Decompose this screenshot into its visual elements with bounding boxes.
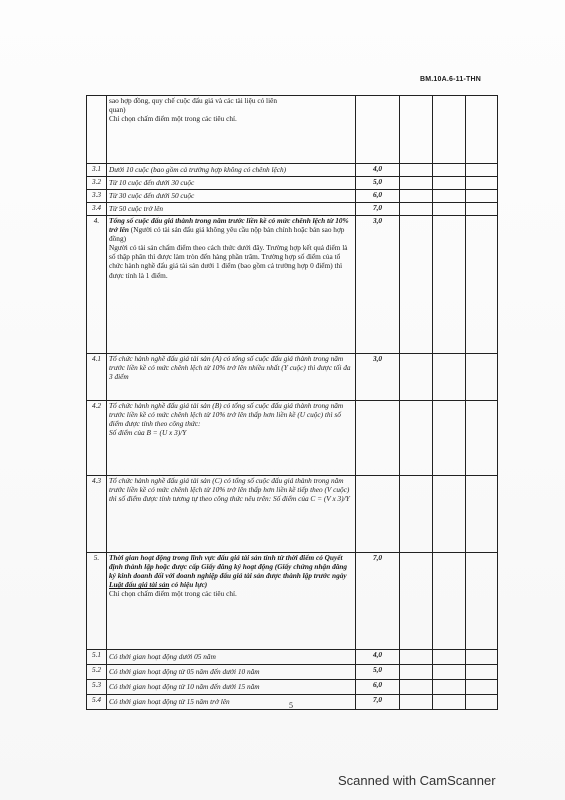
table-row (87, 680, 498, 695)
continued-text: quan) (109, 105, 126, 115)
score-column-cell (466, 680, 498, 695)
score-column-cell (433, 553, 466, 650)
table-row (87, 665, 498, 680)
row-number: 5.2 (87, 665, 107, 680)
criterion-description (107, 401, 356, 476)
max-score: 6,0 (356, 680, 400, 695)
score-column-cell (400, 553, 433, 650)
table-row (87, 216, 498, 354)
score-column-cell (433, 695, 466, 710)
criterion-description (107, 216, 356, 354)
criterion-description: Từ 10 cuộc đến dưới 30 cuộc (107, 177, 356, 190)
row-number: 3.4 (87, 203, 107, 216)
row-number: 4.2 (87, 401, 107, 476)
score-column-cell (400, 650, 433, 665)
table-row (87, 164, 498, 177)
criterion-description: Tổ chức hành nghề đấu giá tài sản (C) có tổng số cuộc đấu giá thành trong năm trước liền kề có mức chênh lệch từ 10% trở lên thấp hơn liền kề tiếp theo (V cuộc) thì số điểm được tính tương tự theo công thức nêu trên: Số điểm của C = (V x 3)/Y (107, 476, 356, 553)
criterion-description: Dưới 10 cuộc (bao gồm cả trường hợp không có chênh lệch) (107, 164, 356, 177)
score-column-cell (466, 650, 498, 665)
score-column-cell (466, 203, 498, 216)
score-column-cell (466, 695, 498, 710)
scoring-instruction: Người có tài sản chấm điểm theo cách thức dưới đây. Trường hợp kết quả điểm là số thập phân thì được làm tròn đến hàng phần trăm. Trường hợp số điểm của tổ chức hành nghề đấu giá tài sản dưới 1 điểm (bao gồm cả trường hợp 0 điểm) thì được tính là 1 điểm. (109, 243, 348, 280)
law-reference: Luật đấu giá tài sản (109, 580, 170, 590)
score-column-cell (466, 96, 498, 164)
score-column-cell (433, 96, 466, 164)
score-column-cell (466, 553, 498, 650)
max-score: 3,0 (356, 354, 400, 401)
max-score: 4,0 (356, 164, 400, 177)
criterion-note: (Người có tài sản đấu giá không yêu cầu nộp bản chính hoặc bản sao hợp đồng) (109, 225, 345, 244)
score-column-cell (433, 190, 466, 203)
max-score-cell (356, 476, 400, 553)
score-column-cell (466, 665, 498, 680)
row-number: 5.3 (87, 680, 107, 695)
max-score: 5,0 (356, 665, 400, 680)
max-score: 4,0 (356, 650, 400, 665)
max-score-cell (356, 401, 400, 476)
max-score: 7,0 (356, 695, 400, 710)
score-column-cell (400, 401, 433, 476)
score-column-cell (433, 680, 466, 695)
row-number: 5.4 (87, 695, 107, 710)
max-score: 5,0 (356, 177, 400, 190)
max-score-cell (356, 96, 400, 164)
criterion-description: Có thời gian hoạt động dưới 05 năm (107, 650, 356, 665)
score-column-cell (466, 164, 498, 177)
criterion-text: Tổ chức hành nghề đấu giá tài sản (B) có tổng số cuộc đấu giá thành trong năm trước liền kề có mức chênh lệch từ 10% trở lên thấp hơn liền kề (U cuộc) thì số điểm được tính theo công thức: (109, 401, 344, 429)
table-row (87, 354, 498, 401)
max-score: 6,0 (356, 190, 400, 203)
criterion-description: Có thời gian hoạt động từ 10 năm đến dưới 15 năm (107, 680, 356, 695)
score-column-cell (466, 190, 498, 203)
criterion-title: Thời gian hoạt động trong lĩnh vực đấu giá tài sản tính từ thời điểm có Quyết định thành lập hoặc được cấp Giấy đăng ký hoạt động (Giấy chứng nhận đăng ký kinh doanh đối với doanh nghiệp đấu giá tài sản được thành lập trước ngày (109, 553, 348, 581)
table-row (87, 190, 498, 203)
criterion-description: Có thời gian hoạt động từ 05 năm đến dưới 10 năm (107, 665, 356, 680)
score-column-cell (400, 216, 433, 354)
scanner-watermark: Scanned with CamScanner (338, 773, 496, 788)
max-score: 7,0 (356, 203, 400, 216)
continued-text: sao hợp đồng, quy chế cuộc đấu giá và các tài liệu có liên (109, 96, 277, 105)
row-number: 4.1 (87, 354, 107, 401)
score-column-cell (400, 476, 433, 553)
selection-note: Chỉ chọn chấm điểm một trong các tiêu chí. (109, 114, 237, 124)
table-row (87, 203, 498, 216)
row-number: 3.3 (87, 190, 107, 203)
score-column-cell (400, 203, 433, 216)
score-column-cell (433, 203, 466, 216)
row-number: 4.3 (87, 476, 107, 553)
max-score: 3,0 (356, 216, 400, 354)
score-column-cell (433, 177, 466, 190)
score-column-cell (433, 354, 466, 401)
row-number: 5. (87, 553, 107, 650)
score-column-cell (433, 650, 466, 665)
score-column-cell (400, 164, 433, 177)
score-column-cell (400, 695, 433, 710)
score-column-cell (466, 177, 498, 190)
table-row (87, 401, 498, 476)
document-code: BM.10A.6-11-THN (420, 76, 481, 83)
score-column-cell (466, 354, 498, 401)
selection-note: Chỉ chọn chấm điểm một trong các tiêu chí. (109, 589, 237, 599)
max-score: 7,0 (356, 553, 400, 650)
row-number: 3.1 (87, 164, 107, 177)
criterion-description: Từ 50 cuộc trở lên (107, 203, 356, 216)
table-row (87, 177, 498, 190)
page-number: 5 (289, 701, 293, 710)
score-column-cell (400, 190, 433, 203)
criterion-title: Tổng số cuộc đấu giá thành trong năm trước liền kề có mức chênh lệch từ 10% trở lên (109, 216, 349, 235)
row-number: 4. (87, 216, 107, 354)
score-column-cell (433, 164, 466, 177)
row-number: 3.2 (87, 177, 107, 190)
criterion-description (107, 96, 356, 164)
score-column-cell (433, 476, 466, 553)
score-column-cell (400, 177, 433, 190)
row-number: 5.1 (87, 650, 107, 665)
score-column-cell (433, 216, 466, 354)
score-column-cell (400, 96, 433, 164)
score-column-cell (400, 665, 433, 680)
row-number-cell (87, 96, 107, 164)
table-row (87, 476, 498, 553)
table-row (87, 553, 498, 650)
criterion-description: Tổ chức hành nghề đấu giá tài sản (A) có tổng số cuộc đấu giá thành trong năm trước liền kề có mức chênh lệch từ 10% trở lên nhiều nhất (Y cuộc) thì được tối đa 3 điểm (107, 354, 356, 401)
score-column-cell (466, 216, 498, 354)
score-column-cell (433, 665, 466, 680)
scoring-table (86, 95, 498, 710)
criterion-description (107, 553, 356, 650)
criterion-description: Có thời gian hoạt động từ 15 năm trở lên (107, 695, 356, 710)
score-column-cell (400, 354, 433, 401)
score-column-cell (400, 680, 433, 695)
criterion-title-end: có hiệu lực) (169, 580, 208, 590)
score-column-cell (433, 401, 466, 476)
table-row (87, 650, 498, 665)
score-column-cell (466, 476, 498, 553)
table-row (87, 96, 498, 164)
criterion-description: Từ 30 cuộc đến dưới 50 cuộc (107, 190, 356, 203)
score-formula: Số điểm của B = (U x 3)/Y (109, 428, 187, 438)
score-column-cell (466, 401, 498, 476)
